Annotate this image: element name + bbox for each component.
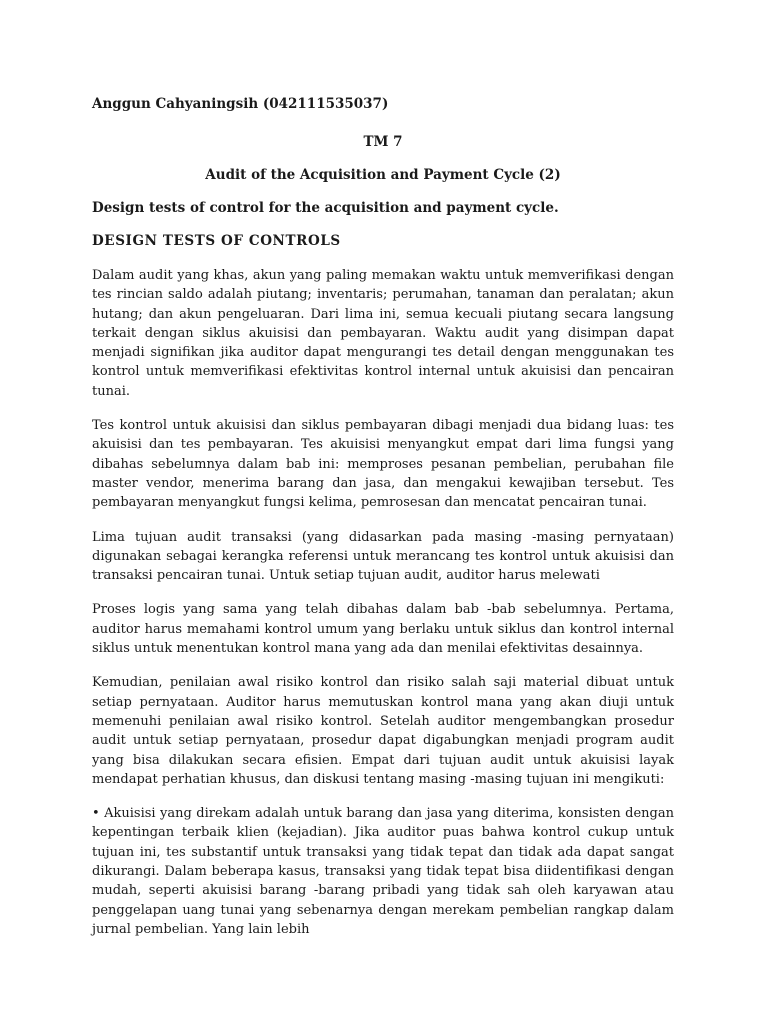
paragraph: Lima tujuan audit transaksi (yang didasarkan pada masing -masing pernyataan) digunakan sebagai kerangka referensi untuk merancang tes kontrol untuk akuisisi dan transaksi pencairan tunai. Untuk setiap tujuan audit, auditor harus melewati <box>92 529 674 584</box>
document-page <box>92 96 674 954</box>
paragraph: Dalam audit yang khas, akun yang paling memakan waktu untuk memverifikasi dengan tes rincian saldo adalah piutang; inventaris; perumahan, tanaman dan peralatan; akun hutang; dan akun pengeluaran. Dari lima ini, semua kecuali piutang secara langsung terkait dengan siklus akuisisi dan pembayaran. Waktu audit yang disimpan dapat menjadi signifikan jika auditor dapat mengurangi tes detail dengan menggunakan tes kontrol untuk memverifikasi efektivitas kontrol internal untuk akuisisi dan pencairan tunai. <box>92 268 674 399</box>
document-subtitle: Design tests of control for the acquisition and payment cycle. <box>92 200 559 216</box>
module-label: TM 7 <box>363 134 403 150</box>
bullet-paragraph: • Akuisisi yang direkam adalah untuk barang dan jasa yang diterima, konsisten dengan kepentingan terbaik klien (kejadian). Jika auditor puas bahwa kontrol cukup untuk tujuan ini, tes substantif untuk transaksi yang tidak tepat dan tidak ada dapat sangat dikurangi. Dalam beberapa kasus, transaksi yang tidak tepat bisa diidentifikasi dengan mudah, seperti akuisisi barang -barang pribadi yang tidak sah oleh karyawan atau penggelapan uang tunai yang sebenarnya dengan merekam pembelian rangkap dalam jurnal pembelian. Yang lain lebih <box>92 806 674 937</box>
paragraph: Tes kontrol untuk akuisisi dan siklus pembayaran dibagi menjadi dua bidang luas: tes akuisisi dan tes pembayaran. Tes akuisisi menyangkut empat dari lima fungsi yang dibahas sebelumnya dalam bab ini: memproses pesanan pembelian, perubahan file master vendor, menerima barang dan jasa, dan mengakui kewajiban tersebut. Tes pembayaran menyangkut fungsi kelima, pemrosesan dan mencatat pencairan tunai. <box>92 418 674 511</box>
section-heading: DESIGN TESTS OF CONTROLS <box>92 233 341 249</box>
paragraph: Proses logis yang sama yang telah dibahas dalam bab -bab sebelumnya. Pertama, auditor harus memahami kontrol umum yang berlaku untuk siklus dan kontrol internal siklus untuk menentukan kontrol mana yang ada dan menilai efektivitas desainnya. <box>92 602 674 657</box>
document-title: Audit of the Acquisition and Payment Cycle (2) <box>205 167 561 183</box>
paragraph: Kemudian, penilaian awal risiko kontrol dan risiko salah saji material dibuat untuk setiap pernyataan. Auditor harus memutuskan kontrol mana yang akan diuji untuk memenuhi penilaian awal risiko kontrol. Setelah auditor mengembangkan prosedur audit untuk setiap pernyataan, prosedur dapat digabungkan menjadi program audit yang bisa dilakukan secara efisien. Empat dari tujuan audit untuk akuisisi layak mendapat perhatian khusus, dan diskusi tentang masing -masing tujuan ini mengikuti: <box>92 675 674 787</box>
author-line: Anggun Cahyaningsih (042111535037) <box>92 96 389 112</box>
